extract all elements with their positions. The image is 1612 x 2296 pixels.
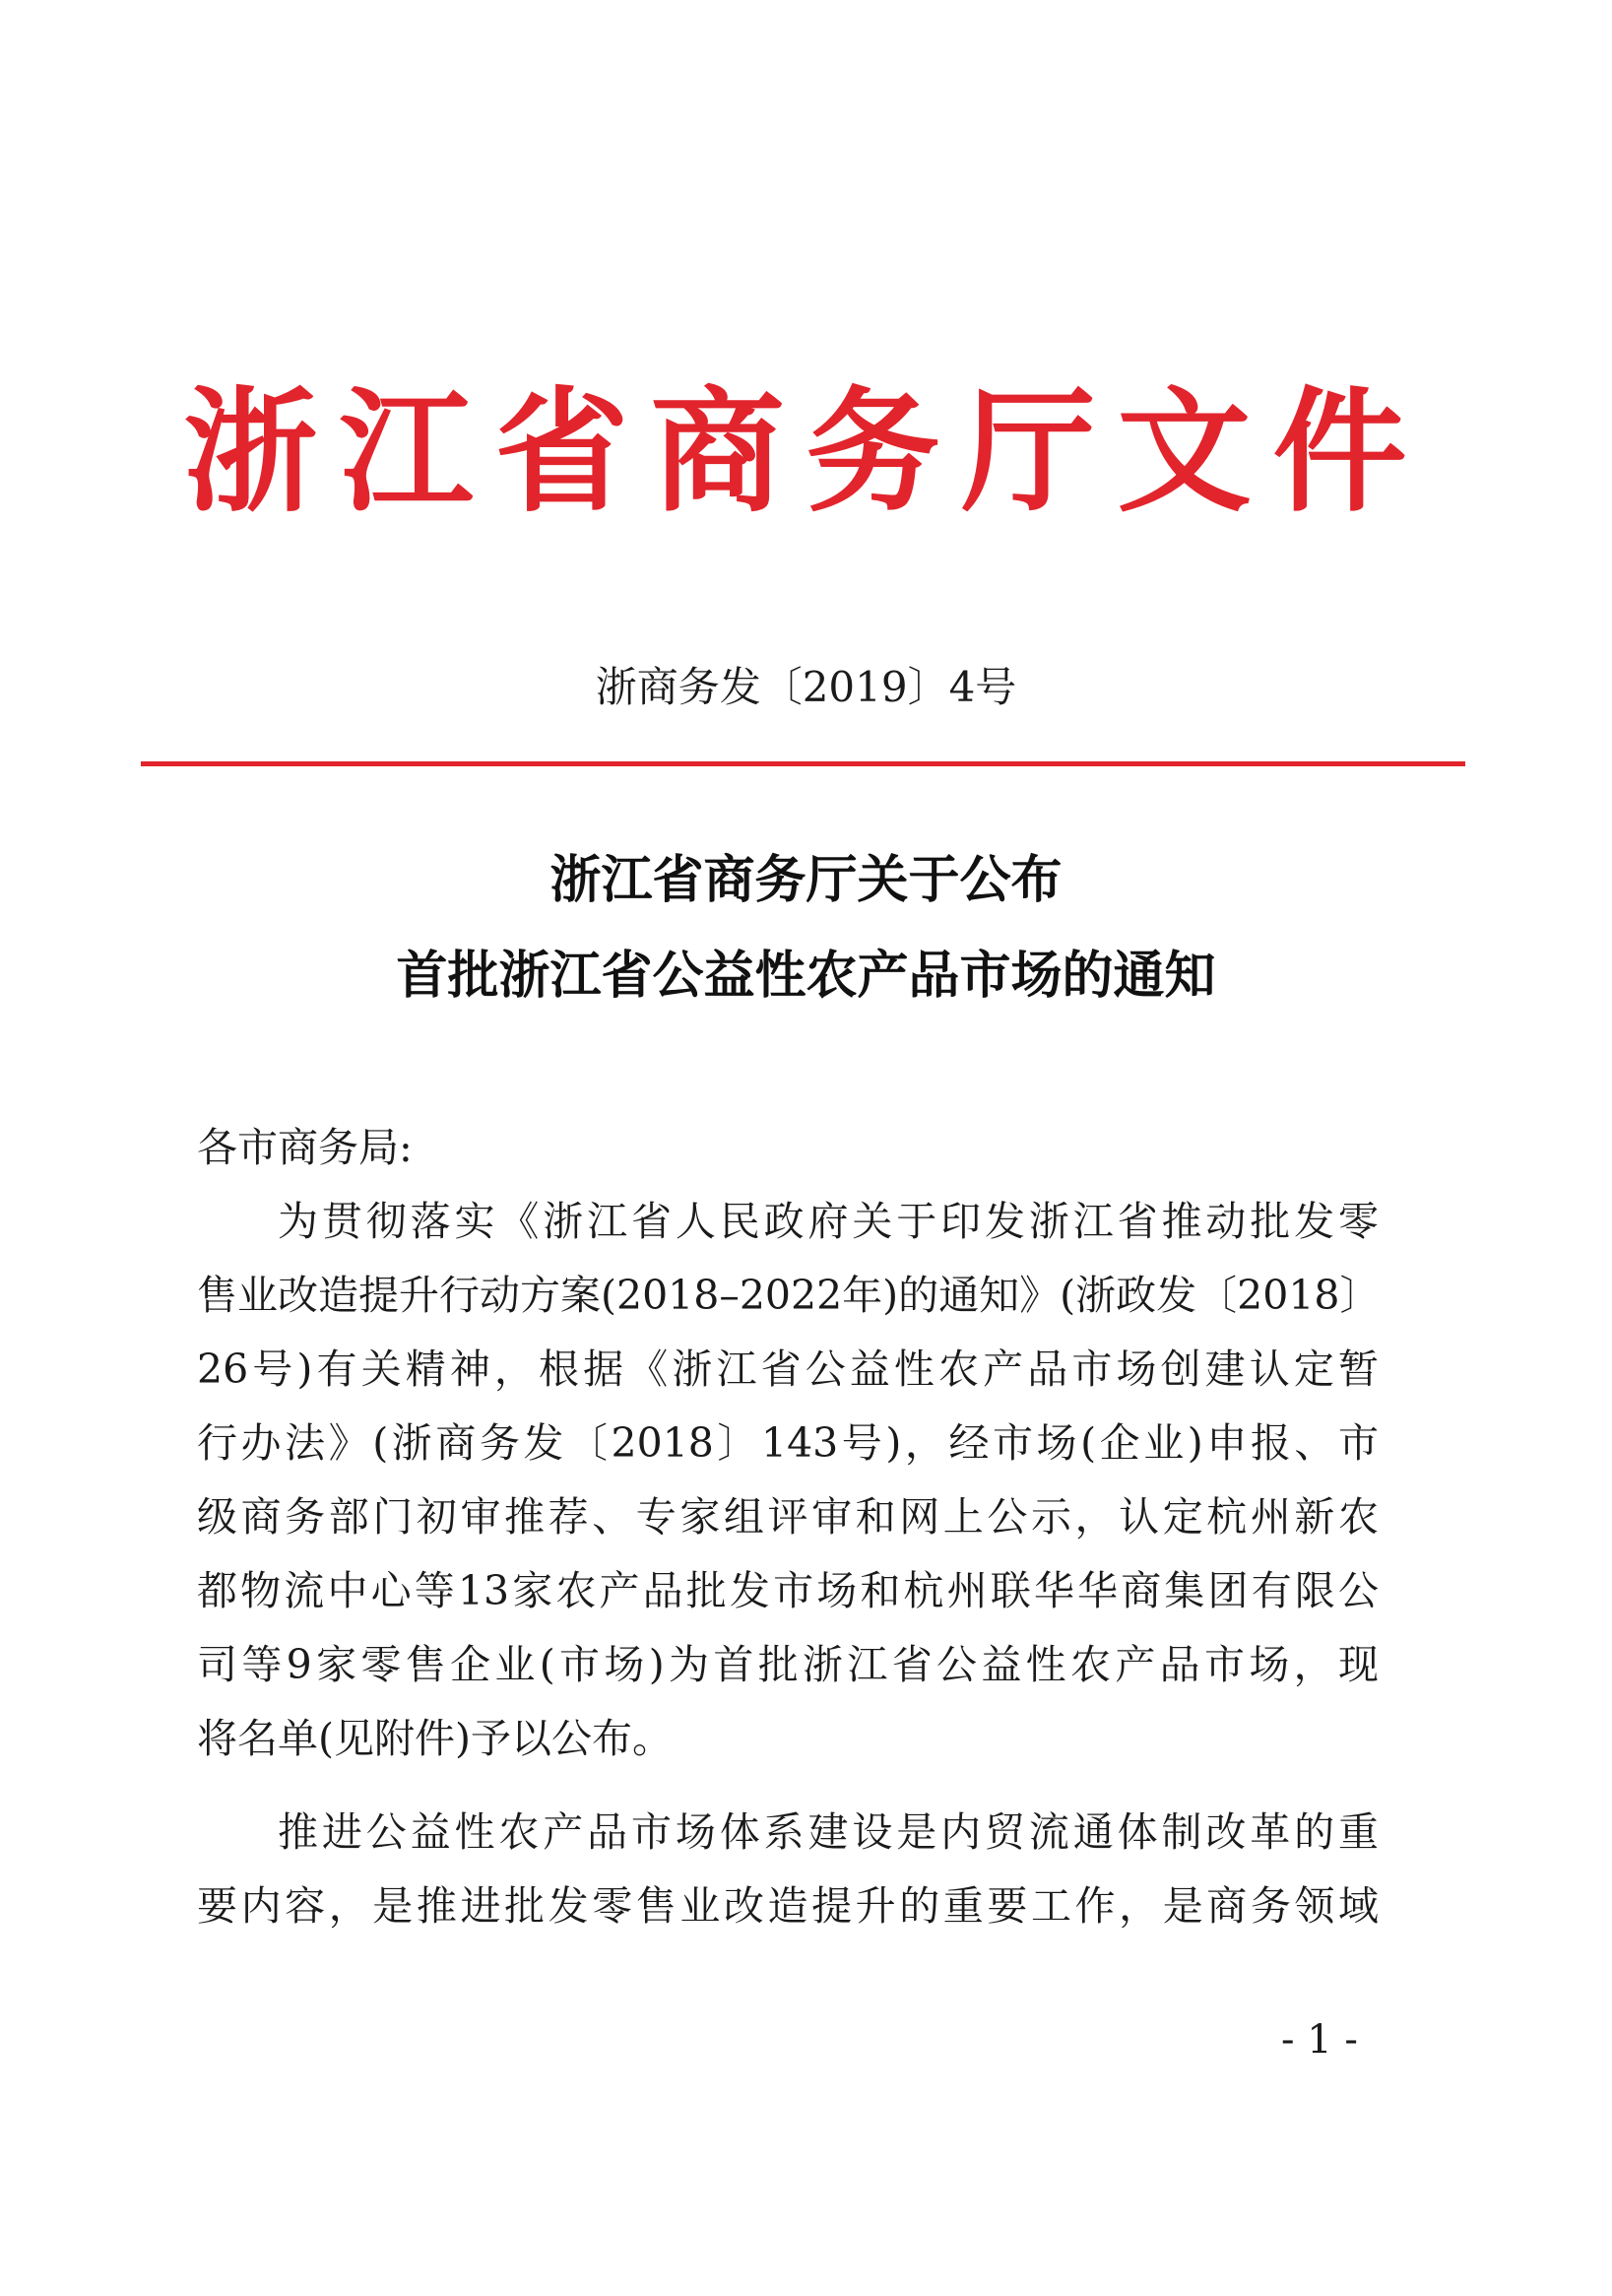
document-number: 浙商务发〔2019〕4号 (595, 663, 1017, 711)
document-masthead: 浙江省商务厅文件 (183, 375, 1429, 531)
page-number: - 1 - (1281, 2017, 1358, 2063)
salutation: 各市商务局: (197, 1124, 413, 1171)
paragraph-1-line: 售业改造提升行动方案(2018–2022年)的通知》(浙政发〔2018〕 (197, 1272, 1381, 1319)
paragraph-2-line: 推进公益性农产品市场体系建设是内贸流通体制改革的重 (278, 1808, 1379, 1856)
paragraph-1-line: 为贯彻落实《浙江省人民政府关于印发浙江省推动批发零 (278, 1198, 1379, 1245)
paragraph-1-line: 26号)有关精神，根据《浙江省公益性农产品市场创建认定暂 (197, 1345, 1379, 1393)
masthead-divider (141, 761, 1465, 766)
document-title-line-2: 首批浙江省公益性农产品市场的通知 (396, 947, 1216, 1006)
paragraph-1-line: 都物流中心等13家农产品批发市场和杭州联华华商集团有限公 (197, 1567, 1379, 1614)
paragraph-1-line: 司等9家零售企业(市场)为首批浙江省公益性农产品市场，现 (197, 1641, 1379, 1688)
paragraph-1-line: 行办法》(浙商务发〔2018〕143号)，经市场(企业)申报、市 (197, 1419, 1379, 1467)
paragraph-1-line: 级商务部门初审推荐、专家组评审和网上公示，认定杭州新农 (197, 1493, 1379, 1541)
document-title-line-1: 浙江省商务厅关于公布 (549, 851, 1063, 910)
paragraph-1-line: 将名单(见附件)予以公布。 (197, 1715, 673, 1762)
paragraph-2-line: 要内容，是推进批发零售业改造提升的重要工作，是商务领域 (197, 1882, 1379, 1930)
